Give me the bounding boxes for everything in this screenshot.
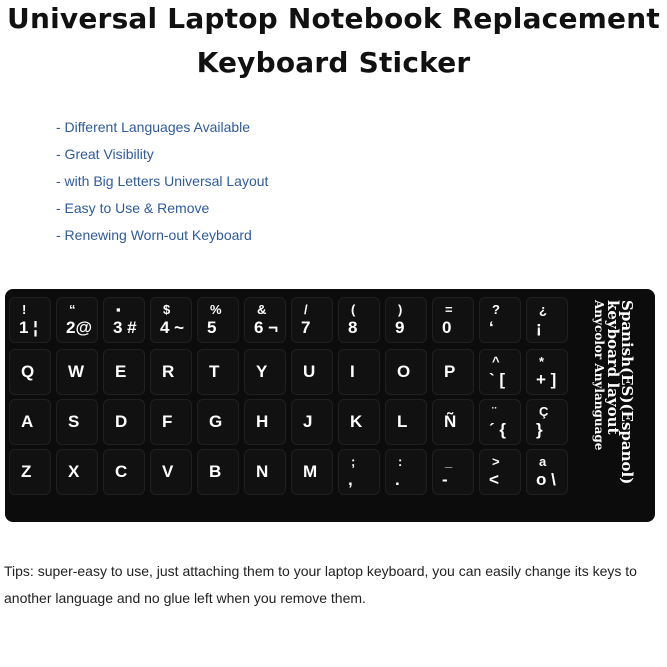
sticker-key: [291, 349, 333, 395]
sticker-key: [479, 399, 521, 445]
sticker-key: [103, 297, 145, 343]
key-base-label: 4 ~: [160, 318, 185, 337]
sticker-key: [291, 449, 333, 495]
sticker-key: [526, 449, 568, 495]
key-shift-label: _: [445, 454, 453, 469]
sticker-key: [432, 399, 474, 445]
key-label: T: [209, 362, 220, 381]
key-base-label: ¡: [536, 318, 542, 337]
key-shift-label: %: [210, 302, 222, 317]
sticker-key: [338, 399, 380, 445]
key-base-label: ´ {: [489, 420, 506, 439]
side-label-line-2: keyboard layout: [604, 300, 622, 435]
key-label: R: [162, 362, 175, 381]
sticker-key: [338, 297, 380, 343]
sticker-key: [338, 449, 380, 495]
key-shift-label: ^: [492, 354, 500, 369]
key-shift-label: ?: [492, 302, 500, 317]
sticker-key: [291, 297, 333, 343]
key-label: C: [115, 462, 128, 481]
sticker-key: [56, 399, 98, 445]
key-shift-label: /: [304, 302, 308, 317]
key-base-label: <: [489, 470, 499, 489]
key-shift-label: =: [445, 302, 453, 317]
key-base-label: o \: [536, 470, 556, 489]
sticker-key: [291, 399, 333, 445]
key-shift-label: a: [539, 454, 547, 469]
key-label: E: [115, 362, 127, 381]
key-base-label: 8: [348, 318, 358, 337]
feature-item: - Different Languages Available: [56, 119, 251, 135]
sticker-key: [9, 399, 51, 445]
sticker-key: [9, 297, 51, 343]
sticker-key: [150, 349, 192, 395]
key-label: F: [162, 412, 173, 431]
key-base-label: 0: [442, 318, 452, 337]
key-shift-label: ¨: [492, 404, 497, 419]
keyboard-sticker-sheet: [5, 289, 655, 522]
key-shift-label: !: [22, 302, 27, 317]
sticker-key: [432, 449, 474, 495]
key-base-label: 2@: [66, 318, 93, 337]
key-base-label: 3 #: [113, 318, 137, 337]
key-label: D: [115, 412, 128, 431]
sticker-key: [56, 297, 98, 343]
key-label: G: [209, 412, 223, 431]
key-label: J: [303, 412, 313, 431]
sticker-key: [479, 297, 521, 343]
key-label: S: [68, 412, 80, 431]
sticker-key: [526, 349, 568, 395]
sticker-key: [244, 399, 286, 445]
key-label: Ñ: [444, 412, 457, 431]
key-base-label: + ]: [536, 370, 557, 389]
key-shift-label: ▪: [116, 302, 121, 317]
key-label: L: [397, 412, 408, 431]
key-label: Z: [21, 462, 32, 481]
title-line-1: Universal Laptop Notebook Replacement: [7, 2, 660, 35]
key-label: M: [303, 462, 318, 481]
key-base-label: 1 ¦: [19, 318, 38, 337]
key-base-label: ` [: [489, 370, 506, 389]
feature-item: - with Big Letters Universal Layout: [56, 173, 269, 189]
key-base-label: ,: [348, 470, 353, 489]
sticker-key: [479, 449, 521, 495]
key-base-label: 7: [301, 318, 311, 337]
key-label: K: [350, 412, 363, 431]
key-shift-label: :: [398, 454, 403, 469]
key-shift-label: $: [163, 302, 171, 317]
sticker-key: [338, 349, 380, 395]
title-line-2: Keyboard Sticker: [196, 46, 471, 79]
key-label: V: [162, 462, 174, 481]
sticker-key: [385, 349, 427, 395]
sticker-key: [9, 449, 51, 495]
sticker-key: [103, 399, 145, 445]
key-base-label: }: [536, 420, 543, 439]
tips-text: Tips: super-easy to use, just attaching them to your laptop keyboard, you can easily change its keys to another language and no glue left when you remove them.: [4, 563, 637, 606]
sticker-key: [56, 449, 98, 495]
sticker-key: [385, 297, 427, 343]
key-label: O: [397, 362, 411, 381]
sticker-key: [432, 349, 474, 395]
side-label-line-3: Anycolor Anylanguage: [592, 300, 606, 451]
feature-item: - Great Visibility: [56, 146, 154, 162]
sticker-key: [150, 297, 192, 343]
sticker-key: [197, 349, 239, 395]
sticker-key: [56, 349, 98, 395]
key-label: H: [256, 412, 269, 431]
key-shift-label: “: [69, 302, 76, 317]
key-shift-label: *: [539, 354, 545, 369]
feature-list: [56, 117, 268, 252]
key-base-label: ‘: [489, 318, 494, 337]
key-label: Y: [256, 362, 268, 381]
sticker-key: [385, 449, 427, 495]
sticker-key: [385, 399, 427, 445]
sticker-side-label: [590, 300, 634, 515]
sticker-key: [150, 399, 192, 445]
sticker-key: [197, 399, 239, 445]
sticker-key: [103, 349, 145, 395]
key-label: X: [68, 462, 80, 481]
key-base-label: 5: [207, 318, 217, 337]
sticker-key: [244, 297, 286, 343]
sticker-key: [150, 449, 192, 495]
sticker-key: [9, 349, 51, 395]
side-label-line-1: Spanish(ES)(Espanol): [618, 300, 636, 485]
feature-item: - Easy to Use & Remove: [56, 200, 210, 216]
key-shift-label: >: [492, 454, 500, 469]
key-shift-label: ¿: [539, 302, 547, 317]
feature-item: - Renewing Worn-out Keyboard: [56, 227, 252, 243]
key-label: U: [303, 362, 316, 381]
key-shift-label: ): [398, 302, 403, 317]
sticker-key: [244, 349, 286, 395]
key-label: I: [350, 362, 355, 381]
key-shift-label: ;: [351, 454, 356, 469]
sticker-key: [197, 297, 239, 343]
sticker-key: [197, 449, 239, 495]
key-shift-label: (: [351, 302, 356, 317]
key-shift-label: Ç: [539, 404, 549, 419]
sticker-key: [526, 297, 568, 343]
key-label: P: [444, 362, 456, 381]
key-base-label: -: [442, 470, 448, 489]
sticker-key: [432, 297, 474, 343]
key-label: Q: [21, 362, 35, 381]
sticker-key: [526, 399, 568, 445]
key-label: A: [21, 412, 34, 431]
sticker-key: [244, 449, 286, 495]
sticker-key: [479, 349, 521, 395]
key-label: B: [209, 462, 222, 481]
key-label: N: [256, 462, 269, 481]
key-base-label: 6 ¬: [254, 318, 279, 337]
sticker-key: [103, 449, 145, 495]
key-base-label: 9: [395, 318, 405, 337]
key-base-label: .: [395, 470, 400, 489]
key-shift-label: &: [257, 302, 267, 317]
key-label: W: [68, 362, 85, 381]
